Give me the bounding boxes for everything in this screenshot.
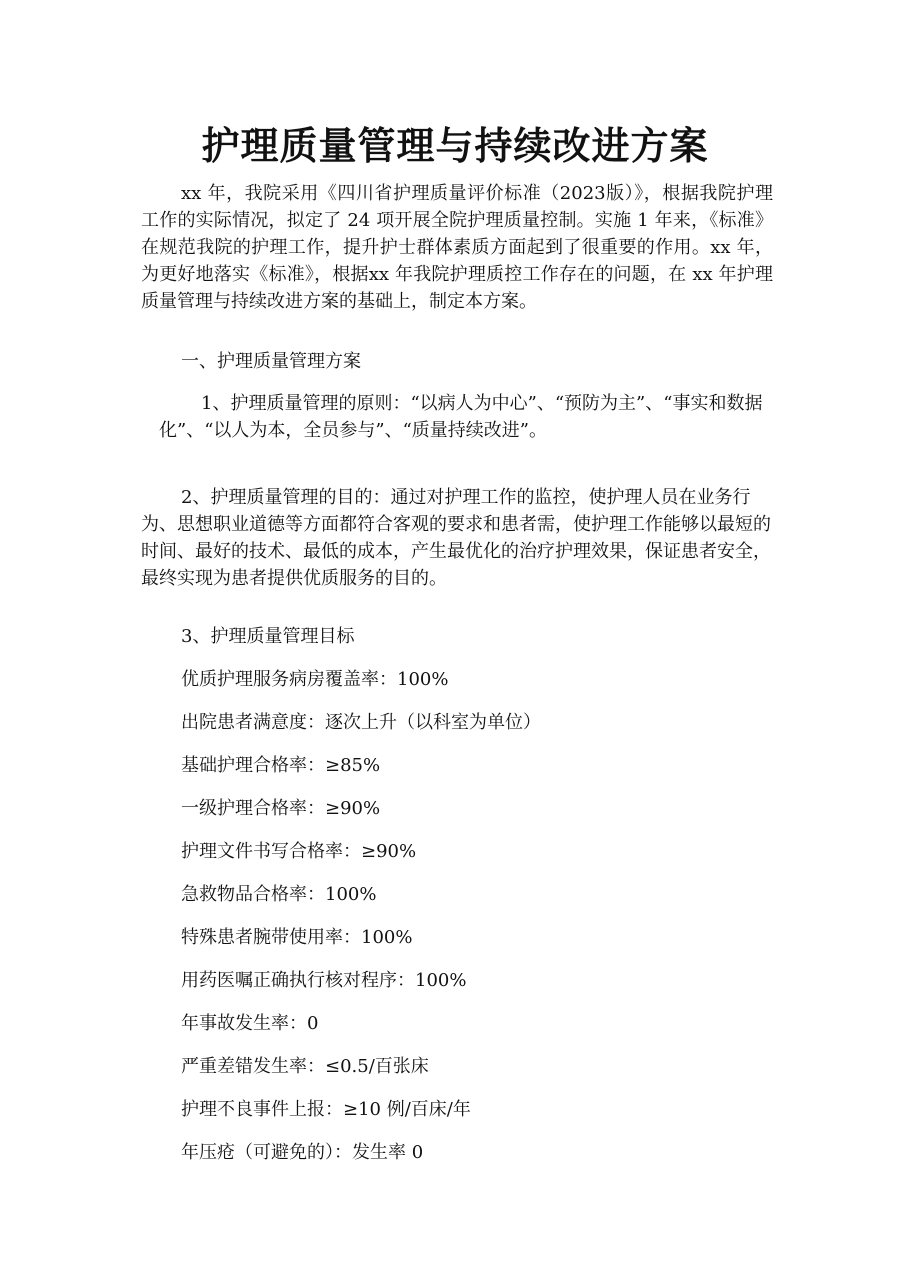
- goals-heading: 3、护理质量管理目标: [181, 626, 355, 647]
- goal-item: 用药医嘱正确执行核对程序：100%: [181, 970, 467, 991]
- goal-item: 基础护理合格率：≥85%: [181, 755, 381, 776]
- goal-item: 优质护理服务病房覆盖率：100%: [181, 669, 449, 690]
- goal-item: 严重差错发生率：≤0.5/百张床: [181, 1056, 429, 1077]
- goal-item: 年事故发生率：0: [181, 1013, 319, 1034]
- goal-item: 年压疮（可避免的）：发生率 0: [181, 1142, 424, 1163]
- goal-item: 一级护理合格率：≥90%: [181, 798, 381, 819]
- purpose-paragraph: 2、护理质量管理的目的：通过对护理工作的监控，使护理人员在业务行为、思想职业道德等方面都符合客观的要求和患者需，使护理工作能够以最短的时间、最好的技术、最低的成本，产生最优化的治疗护理效果，保证患者安全，最终实现为患者提供优质服务的目的。: [141, 487, 771, 589]
- principle-paragraph: 1、护理质量管理的原则：“以病人为中心”、“预防为主”、“事实和数据化”、“以人为本，全员参与”、“质量持续改进”。: [159, 393, 763, 441]
- goal-item: 护理不良事件上报：≥10 例/百床/年: [181, 1099, 471, 1120]
- goal-item: 护理文件书写合格率：≥90%: [181, 841, 417, 862]
- intro-paragraph: xx 年，我院采用《四川省护理质量评价标准（2023版）》，根据我院护理工作的实际情况，拟定了 24 项开展全院护理质量控制。实施 1 年来，《标准》在规范我院的护理工作，提升护士群体素质方面起到了很重要的作用。xx 年，为更好地落实《标准》，根据xx 年我院护理质控工作存在的问题，在 xx 年护理质量管理与持续改进方案的基础上，制定本方案。: [141, 183, 773, 312]
- document-title: 护理质量管理与持续改进方案: [201, 123, 709, 168]
- goal-item: 特殊患者腕带使用率：100%: [181, 927, 413, 948]
- goal-item: 急救物品合格率：100%: [181, 884, 377, 905]
- goal-item: 出院患者满意度：逐次上升（以科室为单位）: [181, 712, 541, 733]
- section-heading: 一、护理质量管理方案: [181, 351, 361, 372]
